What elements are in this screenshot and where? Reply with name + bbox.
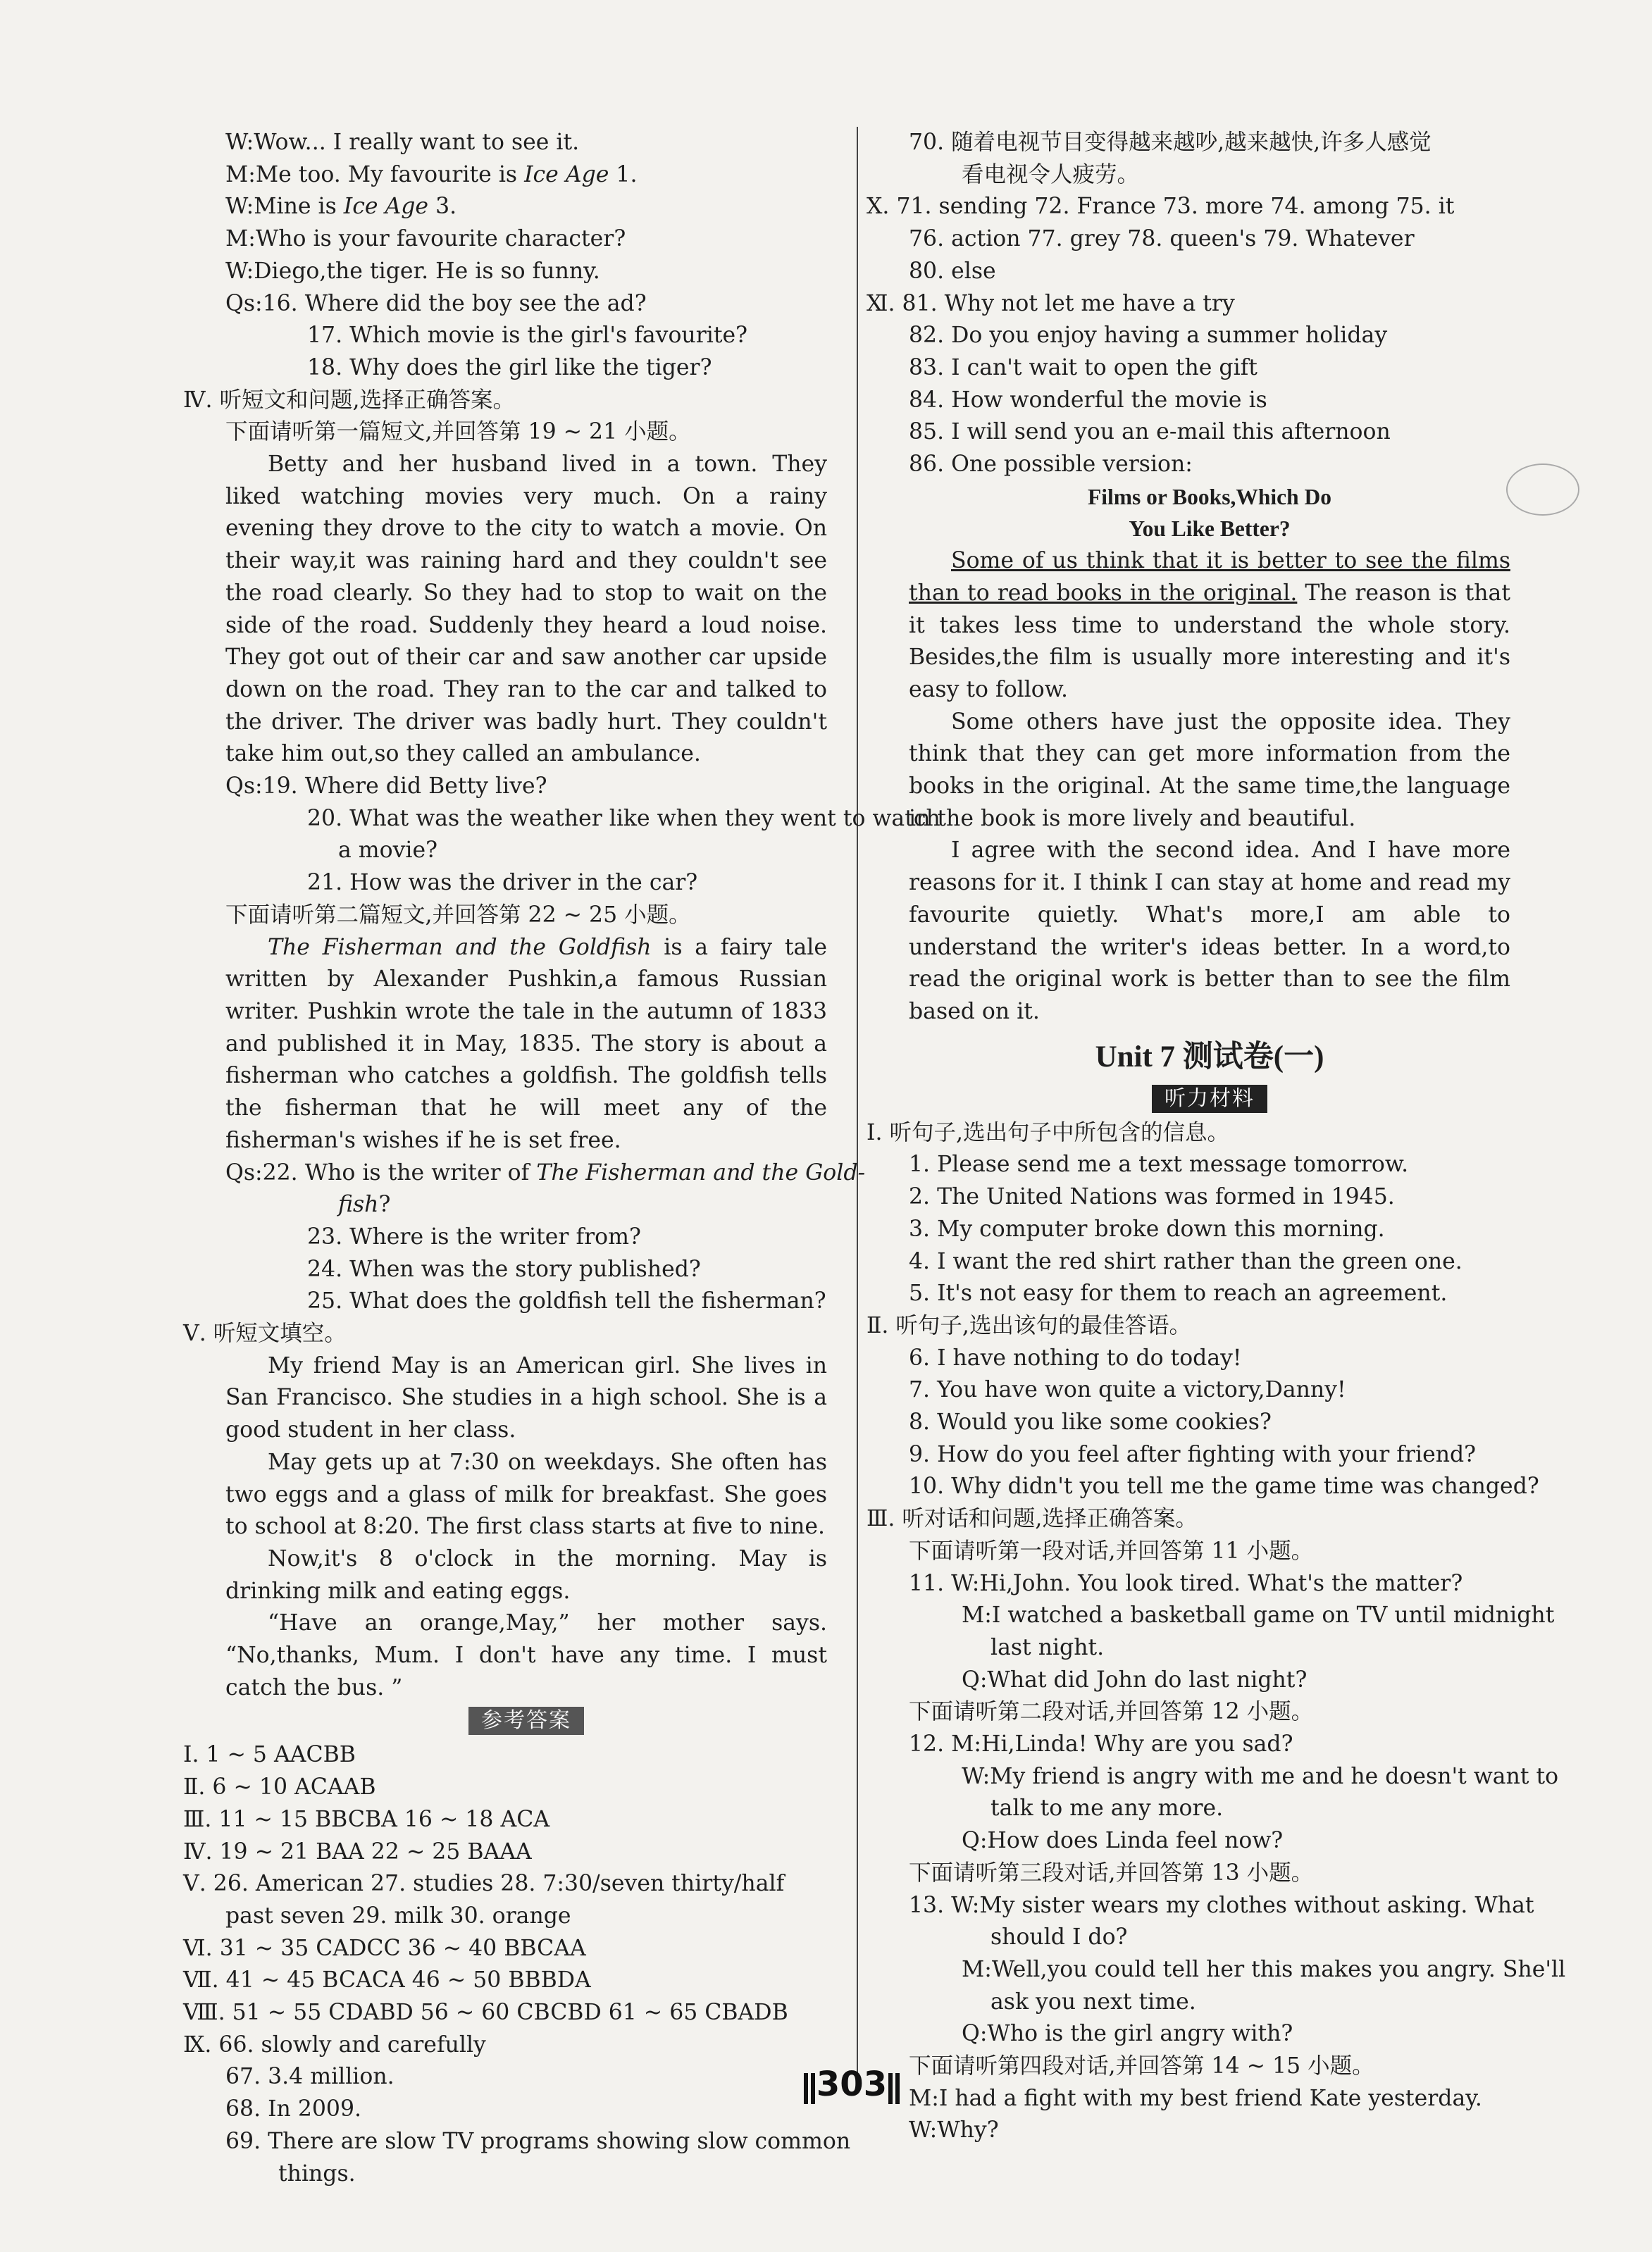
answer-line: 84. How wonderful the movie is bbox=[909, 387, 1267, 413]
section-intro: 下面请听第二篇短文,并回答第 22 ~ 25 小题。 bbox=[225, 902, 691, 928]
answer-line: Ⅶ. 41 ~ 45 BCACA 46 ~ 50 BBBDA bbox=[183, 1967, 591, 1993]
answer-line: Ⅺ. 81. Why not let me have a try bbox=[867, 290, 1235, 316]
answer-line: Ⅴ. 26. American 27. studies 28. 7:30/seven thirty/half bbox=[183, 1871, 785, 1897]
passage-paragraph: May gets up at 7:30 on weekdays. She often has two eggs and a glass of milk for breakfast. She goes to school at 8:20. The first class starts at five to nine. bbox=[225, 1449, 827, 1540]
question-line: 24. When was the story published? bbox=[307, 1256, 701, 1282]
question-line: 25. What does the goldfish tell the fisherman? bbox=[307, 1288, 826, 1314]
sentence-line: 5. It's not easy for them to reach an agreement. bbox=[909, 1281, 1448, 1307]
section-intro: 下面请听第二段对话,并回答第 12 小题。 bbox=[909, 1699, 1314, 1725]
answers-label: 参考答案 bbox=[468, 1707, 584, 1735]
dialogue-line: W:Diego,the tiger. He is so funny. bbox=[225, 258, 600, 284]
essay-paragraph: I agree with the second idea. And I have more reasons for it. I think I can stay at home and read my favourite quietly. What's more,I am able to understand the writer's ideas better. In a word,to read the original work is better than to see the film based on it. bbox=[909, 838, 1510, 1024]
answer-line: 看电视令人疲劳。 bbox=[962, 161, 1140, 187]
dialogue-line: should I do? bbox=[990, 1924, 1128, 1951]
dialogue-line: last night. bbox=[990, 1634, 1105, 1660]
question-line: 21. How was the driver in the car? bbox=[307, 870, 698, 896]
listening-label: 听力材料 bbox=[1152, 1085, 1267, 1113]
answer-line: Ⅷ. 51 ~ 55 CDABD 56 ~ 60 CBCBD 61 ~ 65 CBADB bbox=[183, 2000, 788, 2026]
sentence-line: 2. The United Nations was formed in 1945. bbox=[909, 1184, 1395, 1210]
answer-line: 70. 随着电视节目变得越来越吵,越来越快,许多人感觉 bbox=[909, 130, 1431, 155]
dialogue-line: 12. M:Hi,Linda! Why are you sad? bbox=[909, 1731, 1293, 1758]
passage-paragraph: Now,it's 8 o'clock in the morning. May is drinking milk and eating eggs. bbox=[225, 1545, 827, 1604]
dialogue-line: Q:Who is the girl angry with? bbox=[962, 2021, 1293, 2047]
page-number-text: 303 bbox=[816, 2065, 888, 2104]
essay-paragraph: Some others have just the opposite idea. They think that they can get more information from the books in the original. At the same time,the language in the book is more lively and beautiful. bbox=[909, 709, 1510, 831]
sentence-line: 6. I have nothing to do today! bbox=[909, 1345, 1242, 1371]
passage-paragraph: Betty and her husband lived in a town. They liked watching movies very much. On a rainy evening they drove to the city to watch a movie. On their way,it was raining hard and they couldn't see the road clearly. So they had to stop to wait on the side of the road. Suddenly they heard a loud noise. They got out of their car and saw another car upside down on the road. They ran to the car and talked to the driver. The driver was badly hurt. They couldn't take him out,so they called an ambulance. bbox=[225, 452, 827, 767]
sentence-line: 9. How do you feel after fighting with your friend? bbox=[909, 1441, 1477, 1467]
question-line: fish? bbox=[338, 1192, 391, 1218]
section-heading: Ⅳ. 听短文和问题,选择正确答案。 bbox=[183, 387, 516, 413]
answer-line: Ⅳ. 19 ~ 21 BAA 22 ~ 25 BAAA bbox=[183, 1839, 532, 1865]
passage-paragraph: My friend May is an American girl. She lives in San Francisco. She studies in a high school. She is a good student in her class. bbox=[225, 1352, 827, 1443]
answer-line: 68. In 2009. bbox=[225, 2096, 362, 2122]
section-heading: Ⅱ. 听句子,选出该句的最佳答语。 bbox=[867, 1312, 1191, 1338]
answer-line: 80. else bbox=[909, 258, 996, 284]
question-line: 18. Why does the girl like the tiger? bbox=[307, 354, 712, 380]
section-intro: 下面请听第一篇短文,并回答第 19 ~ 21 小题。 bbox=[225, 419, 691, 445]
answer-line: Ⅵ. 31 ~ 35 CADCC 36 ~ 40 BBCAA bbox=[183, 1935, 586, 1961]
dialogue-line: ask you next time. bbox=[990, 1989, 1196, 2015]
question-line: 17. Which movie is the girl's favourite? bbox=[307, 323, 748, 349]
dialogue-line: Q:How does Linda feel now? bbox=[962, 1828, 1284, 1854]
answer-line: 82. Do you enjoy having a summer holiday bbox=[909, 323, 1388, 349]
dialogue-line: M:I watched a basketball game on TV until midnight bbox=[962, 1603, 1555, 1629]
dialogue-line: W:My friend is angry with me and he doesn't want to bbox=[962, 1763, 1559, 1789]
answer-line: 76. action 77. grey 78. queen's 79. Whatever bbox=[909, 226, 1415, 252]
dialogue-line: M:Well,you could tell her this makes you angry. She'll bbox=[962, 1956, 1566, 1982]
answer-line: Ⅸ. 66. slowly and carefully bbox=[183, 2032, 486, 2058]
answer-line: 69. There are slow TV programs showing slow common bbox=[225, 2128, 851, 2154]
essay-paragraph: Some of us think that it is better to see the films than to read books in the original. The reason is that it takes less time to understand the whole story. Besides,the film is usually more interesting and it's easy to follow. bbox=[909, 548, 1510, 702]
answer-line: Ⅱ. 6 ~ 10 ACAAB bbox=[183, 1774, 376, 1800]
dialogue-line: W:Wow... I really want to see it. bbox=[225, 130, 580, 155]
answer-line: Ⅹ. 71. sending 72. France 73. more 74. among 75. it bbox=[867, 194, 1455, 220]
section-heading: Ⅴ. 听短文填空。 bbox=[183, 1321, 347, 1347]
answer-line: 86. One possible version: bbox=[909, 452, 1193, 478]
answer-line: 67. 3.4 million. bbox=[225, 2064, 395, 2090]
answer-line: Ⅲ. 11 ~ 15 BBCBA 16 ~ 18 ACA bbox=[183, 1806, 550, 1832]
section-heading: Ⅲ. 听对话和问题,选择正确答案。 bbox=[867, 1506, 1198, 1532]
passage-paragraph: “Have an orange,May,” her mother says. “No,thanks, Mum. I don't have any time. I must catch the bus. ” bbox=[225, 1610, 827, 1700]
answer-line: Ⅰ. 1 ~ 5 AACBB bbox=[183, 1742, 356, 1768]
answer-line: past seven 29. milk 30. orange bbox=[225, 1903, 571, 1929]
dialogue-line: M:I had a fight with my best friend Kate yesterday. bbox=[909, 2085, 1482, 2111]
answer-line: 85. I will send you an e-mail this afternoon bbox=[909, 419, 1391, 445]
dialogue-line: M:Who is your favourite character? bbox=[225, 226, 626, 252]
answer-line: 83. I can't wait to open the gift bbox=[909, 354, 1257, 380]
dialogue-line: talk to me any more. bbox=[990, 1796, 1224, 1822]
essay-title: You Like Better? bbox=[1129, 516, 1291, 542]
question-line: Qs:16. Where did the boy see the ad? bbox=[225, 290, 647, 316]
sentence-line: 8. Would you like some cookies? bbox=[909, 1410, 1272, 1436]
question-line: 23. Where is the writer from? bbox=[307, 1224, 641, 1250]
right-column bbox=[867, 127, 1566, 2147]
passage-paragraph: The Fisherman and the Goldfish is a fairy tale written by Alexander Pushkin,a famous Russian writer. Pushkin wrote the tale in the autumn of 1833 and published it in May, 1835. The story is about a fisherman who catches a goldfish. The goldfish tells the fisherman that he will meet any of the fisherman's wishes if he is set free. bbox=[225, 934, 827, 1153]
section-intro: 下面请听第一段对话,并回答第 11 小题。 bbox=[909, 1538, 1314, 1564]
section-intro: 下面请听第四段对话,并回答第 14 ~ 15 小题。 bbox=[909, 2053, 1374, 2079]
question-line: a movie? bbox=[338, 838, 438, 864]
question-line: 20. What was the weather like when they went to watch bbox=[307, 805, 940, 831]
dialogue-line: M:Me too. My favourite is Ice Age 1. bbox=[225, 161, 638, 187]
dialogue-line: Q:What did John do last night? bbox=[962, 1667, 1308, 1693]
question-line: Qs:22. Who is the writer of The Fisherman and the Gold- bbox=[225, 1159, 866, 1186]
essay-title: Films or Books,Which Do bbox=[1088, 484, 1331, 509]
sentence-line: 3. My computer broke down this morning. bbox=[909, 1216, 1385, 1242]
page-number bbox=[778, 2064, 926, 2105]
dialogue-line: 11. W:Hi,John. You look tired. What's the matter? bbox=[909, 1570, 1463, 1596]
answer-line: things. bbox=[278, 2160, 356, 2186]
column-divider bbox=[857, 127, 858, 2085]
sentence-line: 1. Please send me a text message tomorrow. bbox=[909, 1152, 1409, 1178]
dialogue-line: W:Mine is Ice Age 3. bbox=[225, 194, 457, 220]
unit-title: Unit 7 测试卷(一) bbox=[1095, 1040, 1324, 1074]
dialogue-line: W:Why? bbox=[909, 2117, 999, 2144]
sentence-line: 4. I want the red shirt rather than the green one. bbox=[909, 1248, 1462, 1274]
sentence-line: 10. Why didn't you tell me the game time was changed? bbox=[909, 1474, 1539, 1500]
question-line: Qs:19. Where did Betty live? bbox=[225, 773, 547, 800]
stamp-seal bbox=[1506, 464, 1579, 516]
dialogue-line: 13. W:My sister wears my clothes without asking. What bbox=[909, 1892, 1534, 1918]
section-heading: Ⅰ. 听句子,选出句子中所包含的信息。 bbox=[867, 1119, 1229, 1145]
section-intro: 下面请听第三段对话,并回答第 13 小题。 bbox=[909, 1860, 1314, 1886]
sentence-line: 7. You have won quite a victory,Danny! bbox=[909, 1377, 1346, 1403]
